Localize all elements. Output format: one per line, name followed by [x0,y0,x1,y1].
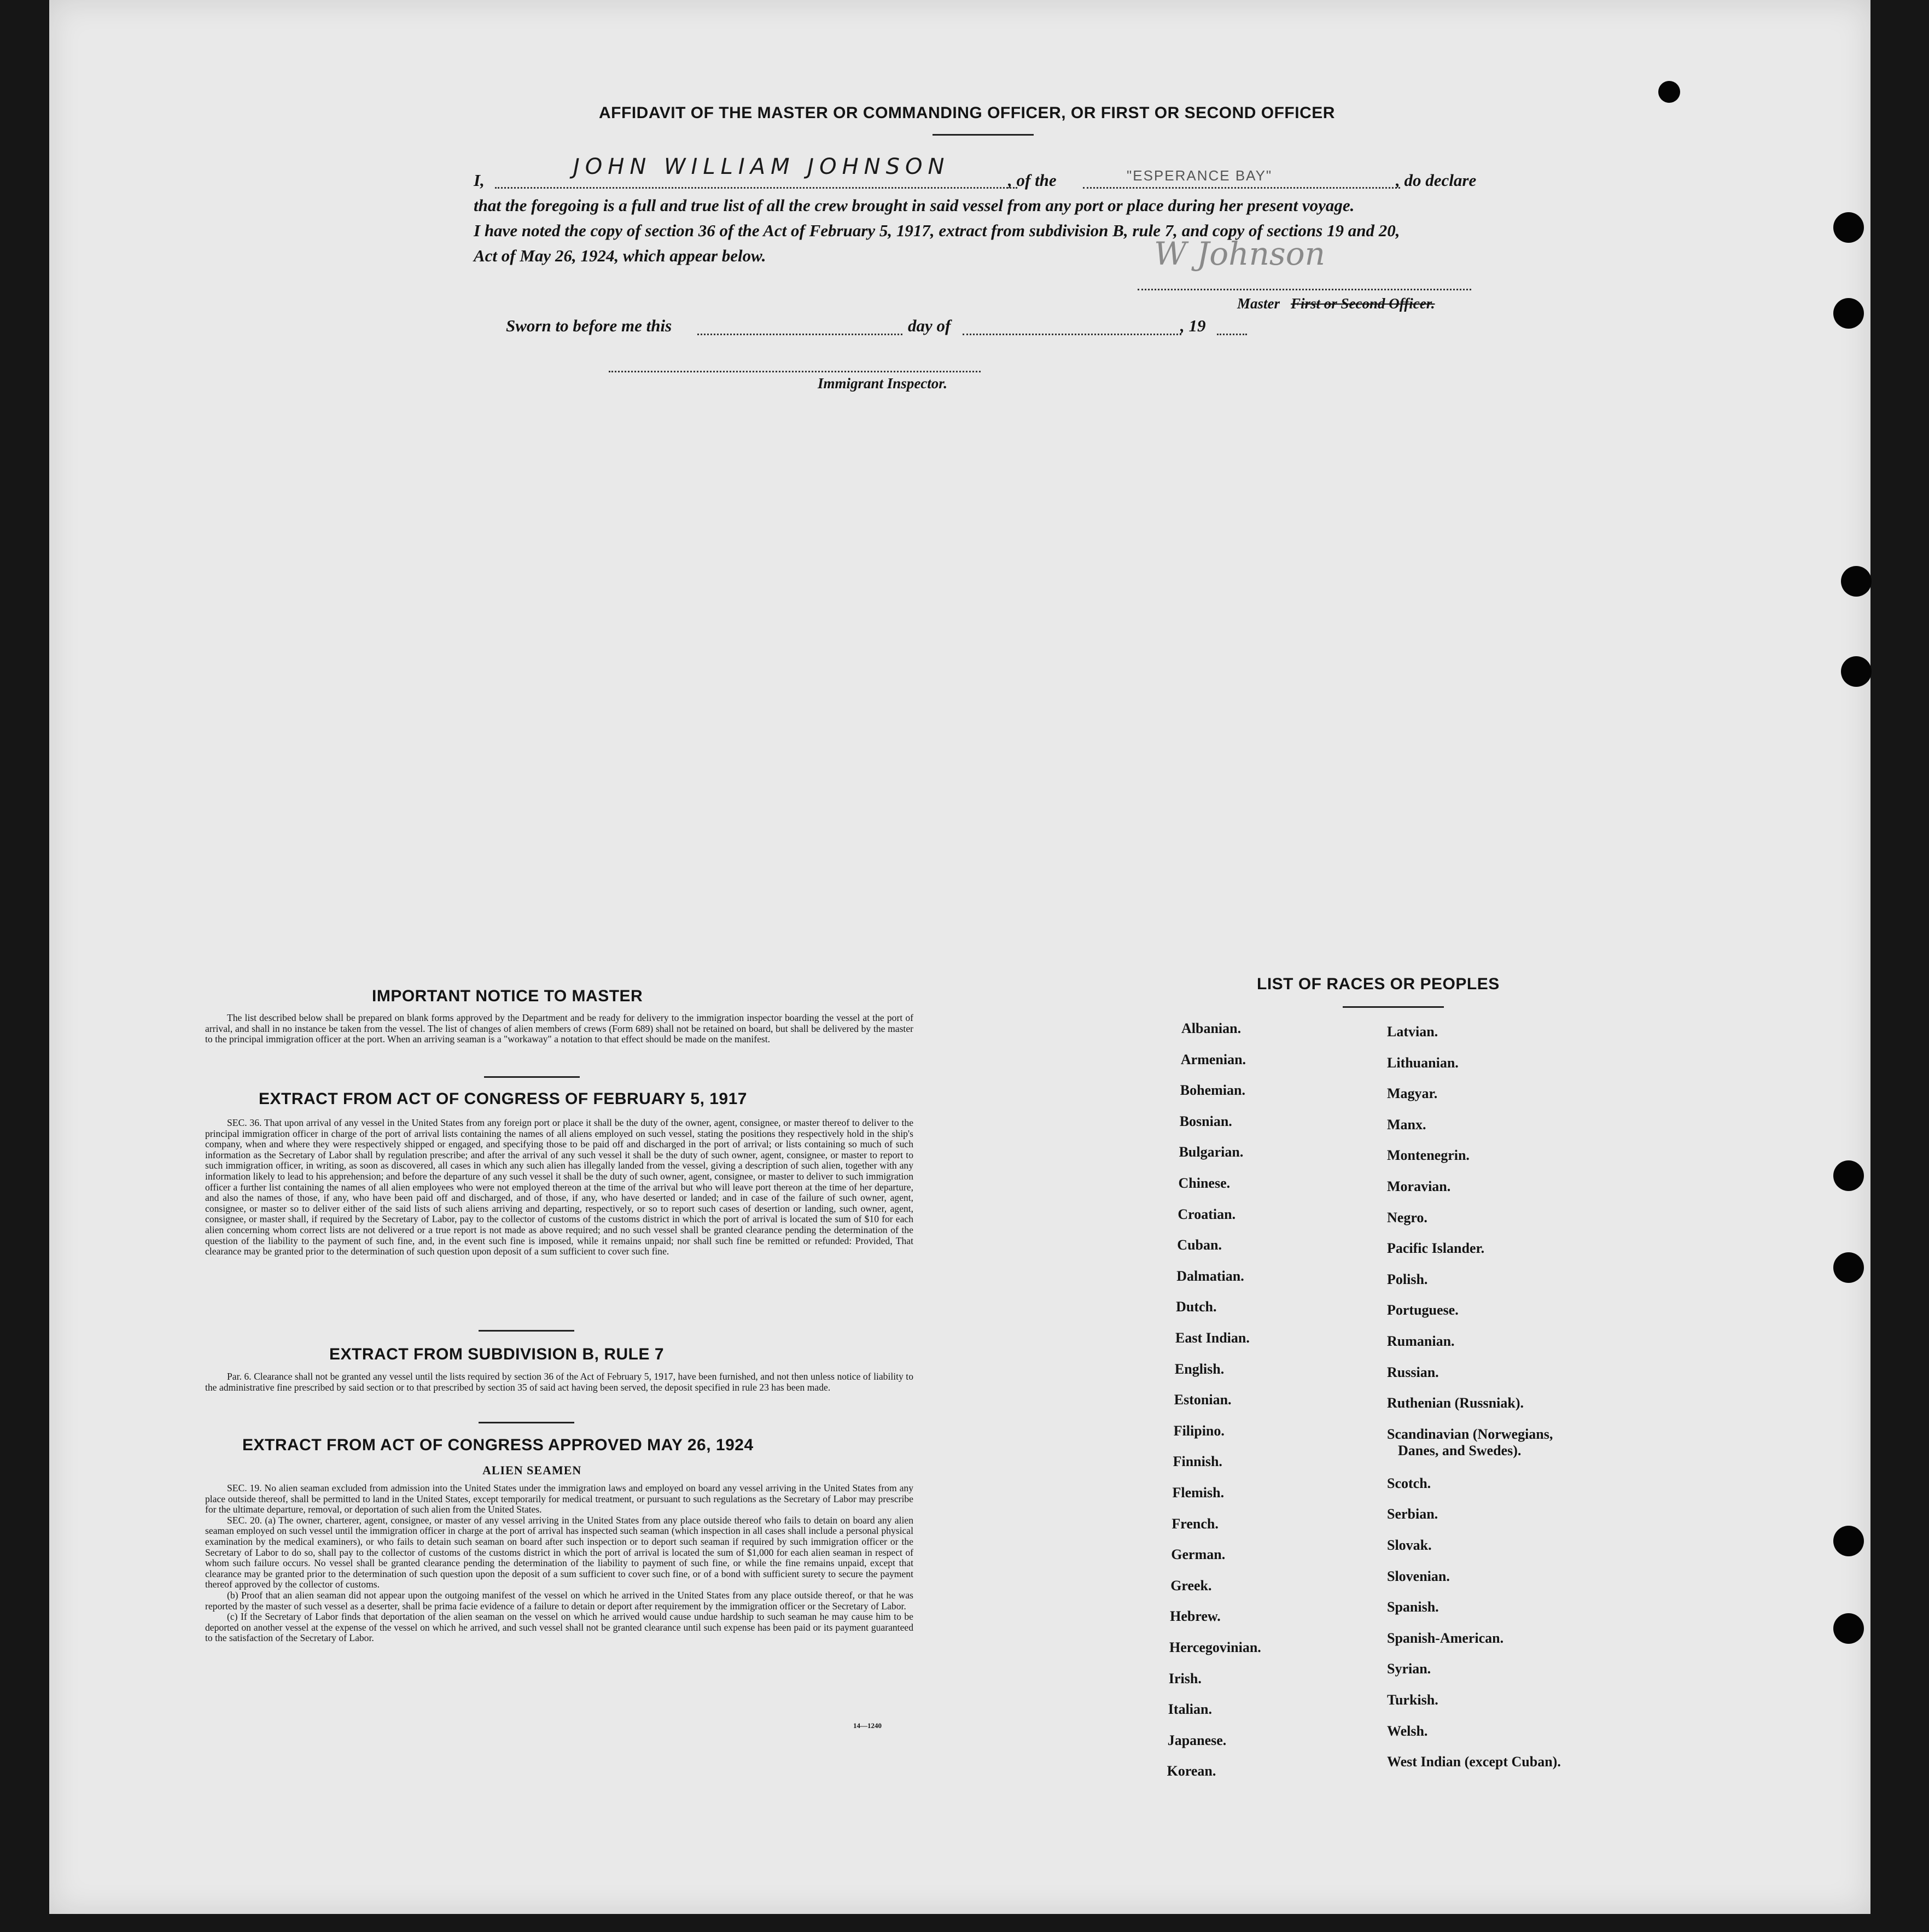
section-20c-text: (c) If the Secretary of Labor finds that deportation of the alien seaman on the vessel on which he arrived would cause undue hardship to such seaman he may cause him to be deported on another vessel at the expense of the vessel on which he arrived, and such vessel shall not be granted clearance until such expense has been paid or its payment guaranteed to the satisfaction of the Secretary of Labor. [205,1611,913,1644]
race-item: Danes, and Swedes). [1398,1442,1522,1458]
punch-hole [1833,212,1864,243]
punch-hole [1833,1160,1864,1191]
form-number: 14—1240 [853,1721,882,1730]
races-title: LIST OF RACES OR PEOPLES [1257,975,1500,993]
notice-title: IMPORTANT NOTICE TO MASTER [372,987,643,1005]
inspector-label: Immigrant Inspector. [818,375,948,392]
punch-hole [1833,298,1864,329]
race-item: Moravian. [1387,1178,1451,1194]
race-item: Korean. [1167,1763,1216,1779]
punch-hole [1833,1252,1864,1283]
punch-hole [1658,81,1680,103]
section-20a-text: SEC. 20. (a) The owner, charterer, agent, consignee, or master of any vessel arriving in the United States from any place outside thereof who fails to detain on board any alien seaman employed on such vessel until the immigration officer in charge at the port of arrival has inspected such seaman (which inspection in all cases shall include a personal physical examination by the medical examiners), or who fails to detain such seaman on board after such inspection or to deport such seaman if required by such immigration officer or the Secretary of Labor to do so, shall pay to the collector of customs of the customs district in which the port of arrival is located the sum of $1,000 for each alien seaman in respect of whom such failure occurs. No vessel shall be granted clearance pending the determination of the liability to payment of such fine, or while the fine remains unpaid, except that clearance may be granted prior to the determination of such question upon the deposit of a sum sufficient to cover such fine, or of a bond with sufficient surety to secure the payment thereof approved by the collector of customs. [205,1514,913,1590]
inspector-signature-line [609,371,981,372]
race-item: Portuguese. [1387,1302,1459,1318]
section-20b-text: (b) Proof that an alien seaman did not appear upon the outgoing manifest of the vessel on which he arrived in the United States from any place outside thereof, or that he was reported by the master of such vessel as a deserter, shall be prima facie evidence of a failure to detain or deport after requirement by the immigration officer or the Secretary of Labor. [205,1589,913,1612]
extract-1917-title: EXTRACT FROM ACT OF CONGRESS OF FEBRUARY 5, 1917 [259,1090,747,1108]
section-36-text: SEC. 36. That upon arrival of any vessel in the United States from any foreign port or place it shall be the duty of the owner, agent, consignee, or master thereof to deliver to the principal immigration officer in charge of the port of arrival lists containing the names of all aliens employed on such vessel, stating the positions they respectively hold in the ship's company, when and where they were respectively shipped or engaged, and specifying those to be paid off and discharged in the port of arrival; or lists containing so much of such information as the Secretary of Labor shall by regulation prescribe; and after the arrival of any such vessel it shall be the duty of such owner, agent, consignee, or master to report to such immigration officer, in writing, as soon as discovered, all cases in which any such alien has illegally landed from the vessel, giving a description of such alien, together with any information likely to lead to his apprehension; and before the departure of any such vessel it shall be the duty of such owner, agent, consignee, or master to deliver to such immigration officer a further list containing the names of all alien employees who were not employed thereon at the time of the arrival but who will leave port thereon at the time of her departure, and also the names of those, if any, who have been paid off and discharged, and of those, if any, who have deserted or landed; and in case of the failure of such owner, agent, consignee, or master so to deliver either of the said lists of such aliens arriving and departing, respectively, or so to report such cases of desertion or landing, such owner, agent, consignee, or master shall, if required by the Secretary of Labor, pay to the collector of customs of the customs district in which the port of arrival is located the sum of $10 for each alien concerning whom correct lists are not delivered or a true report is not made as above required; and no such vessel shall be granted clearance pending the determination of the question of the liability to the payment of such fine, and, in the event such fine is imposed, while it remains unpaid; nor shall such fine be remitted or refunded: Provided, That clearance may be granted prior to the determination of such question upon deposit of a sum sufficient to cover such fine. [205,1117,913,1257]
extract-1924-title: EXTRACT FROM ACT OF CONGRESS APPROVED MAY 26, 1924 [242,1436,754,1454]
declarant-prefix: I, [474,171,485,190]
race-item: Albanian. [1181,1020,1242,1036]
punch-hole [1841,566,1872,597]
race-item: Finnish. [1173,1454,1222,1470]
race-item: Polish. [1387,1271,1428,1287]
race-item: East Indian. [1175,1330,1250,1346]
race-item: Bohemian. [1180,1082,1245,1099]
master-signature: W Johnson [1154,235,1325,272]
race-item: Greek. [1170,1577,1212,1594]
master-name-handwritten: JOHN WILLIAM JOHNSON [573,154,950,179]
section-19-text: SEC. 19. No alien seaman excluded from admission into the United States under the immigration laws and employed on board any vessel arriving in the United States from any place outside thereof, shall be permitted to land in the United States, except temporarily for medical treatment, or pursuant to such regulations as the Secretary of Labor may prescribe for the ultimate departure, removal, or deportation of such alien from the United States. [205,1482,913,1515]
of-the-label: , of the [1008,171,1057,190]
race-item: Dalmatian. [1176,1268,1244,1284]
sections-19-20 [205,1483,913,1644]
declaration-line-4: Act of May 26, 1924, which appear below. [474,246,766,265]
race-item: Slovenian. [1387,1568,1450,1584]
punch-hole [1833,1613,1864,1644]
race-item: West Indian (except Cuban). [1387,1754,1561,1770]
punch-hole [1841,656,1872,687]
sworn-label: Sworn to before me this [506,316,672,335]
race-item: Dutch. [1176,1299,1217,1315]
race-item: Spanish. [1387,1599,1439,1615]
race-item: Latvian. [1387,1024,1438,1040]
title-divider [933,134,1034,136]
race-item: Irish. [1168,1670,1202,1686]
race-item: Italian. [1168,1701,1212,1718]
race-item: Hercegovinian. [1169,1639,1261,1655]
alien-seamen-subtitle: ALIEN SEAMEN [482,1463,582,1477]
name-field-line [495,187,1017,189]
race-item: Lithuanian. [1387,1054,1459,1071]
race-item: Montenegrin. [1387,1147,1470,1164]
race-item: Magyar. [1387,1085,1438,1102]
vessel-field-line [1083,187,1400,189]
race-item: Turkish. [1387,1692,1438,1708]
day-of-label: day of [908,316,951,335]
sworn-date-line [697,334,902,335]
signature-line [1138,289,1471,290]
rule-7-title: EXTRACT FROM SUBDIVISION B, RULE 7 [329,1345,665,1363]
race-item: Filipino. [1173,1422,1225,1439]
affidavit-title: AFFIDAVIT OF THE MASTER OR COMMANDING OFFICER, OR FIRST OR SECOND OFFICER [599,104,1335,122]
vessel-name-stamp: "ESPERANCE BAY" [1127,167,1273,184]
race-item: Rumanian. [1387,1333,1455,1349]
race-item: Manx. [1387,1116,1426,1133]
extract-1917-divider [479,1330,574,1332]
race-item: Slovak. [1387,1537,1432,1553]
race-item: Scandinavian (Norwegians, [1387,1426,1553,1442]
do-declare-label: , do declare [1396,171,1477,190]
race-item: Cuban. [1177,1237,1222,1253]
races-divider [1343,1006,1444,1008]
race-item: Armenian. [1180,1051,1246,1067]
declaration-line-2: that the foregoing is a full and true list of all the crew brought in said vessel from any port or place during her present voyage. [474,196,1355,215]
race-item: Serbian. [1387,1506,1438,1522]
master-label: Master [1237,295,1280,312]
race-item: Scotch. [1387,1475,1431,1491]
race-item: Chinese. [1178,1175,1231,1191]
race-item: Pacific Islander. [1387,1240,1485,1257]
rule-7-text: Par. 6. Clearance shall not be granted any vessel until the lists required by section 36 of the Act of February 5, 1917, have been furnished, and not then unless notice of liability to the administrative fine prescribed by said section or to that prescribed by section 35 of said act having been served, the deposit specified in rule 23 has been made. [205,1371,913,1393]
race-item: English. [1174,1361,1225,1377]
race-item: Croatian. [1178,1206,1236,1222]
race-item: Estonian. [1174,1392,1232,1408]
year-line [1217,334,1247,335]
race-item: German. [1171,1546,1226,1563]
race-item: Hebrew. [1170,1608,1221,1625]
year-prefix: , 19 [1180,316,1206,335]
declaration-line-3: I have noted the copy of section 36 of the Act of February 5, 1917, extract from subdivision B, rule 7, and copy of sections 19 and 20, [474,221,1400,240]
punch-hole [1833,1526,1864,1556]
race-item: Flemish. [1172,1485,1225,1501]
race-item: Bosnian. [1179,1113,1232,1129]
race-item: Negro. [1387,1209,1427,1225]
race-item: Syrian. [1387,1661,1431,1677]
race-item: Ruthenian (Russniak). [1387,1395,1524,1411]
race-item: Russian. [1387,1364,1439,1380]
race-item: Bulgarian. [1179,1144,1244,1160]
notice-divider [484,1076,580,1078]
rule-7-divider [479,1422,574,1423]
race-item: Spanish-American. [1387,1630,1504,1646]
race-item: French. [1172,1515,1219,1532]
notice-text: The list described below shall be prepared on blank forms approved by the Department and be ready for delivery to the immigration inspector boarding the vessel at the port of arrival, and shall in no instance be taken from the vessel. The list of changes of alien members of crews (Form 689) shall not be retained on board, but shall be delivered by the master to the principal immigration officer at the port. When an arriving seaman is a "workaway" a notation to that effect should be made on the manifest. [205,1012,913,1045]
struck-officer-label: First or Second Officer. [1291,295,1435,312]
month-line [963,334,1181,335]
race-item: Japanese. [1167,1732,1227,1748]
race-item: Welsh. [1387,1723,1428,1739]
